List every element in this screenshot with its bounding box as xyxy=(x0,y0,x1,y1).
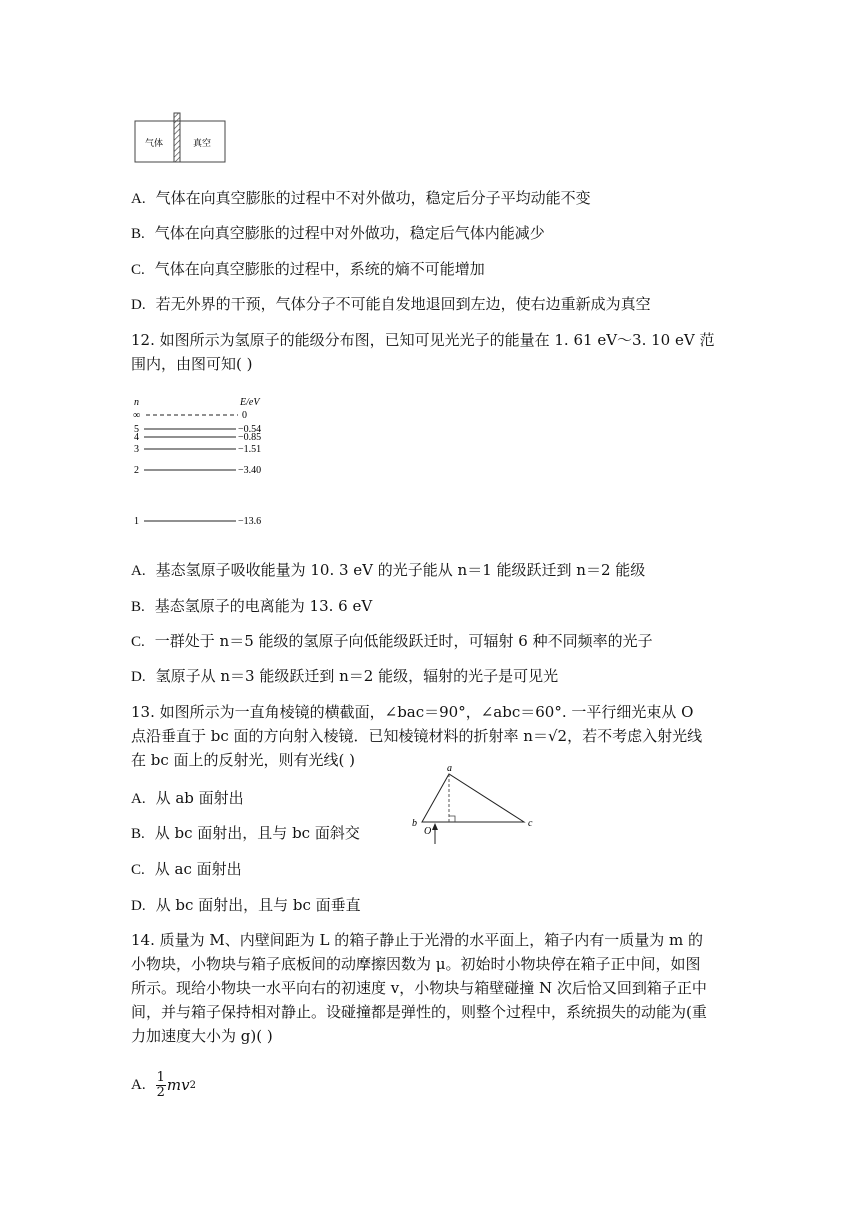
q12-option-d: D. 氢原子从 n＝3 能级跃迁到 n＝2 能级，辐射的光子是可见光 xyxy=(131,667,559,685)
right-angle-mark xyxy=(449,816,455,822)
q14-stem-line4: 间，并与箱子保持相对静止。设碰撞都是弹性的，则整个过程中，系统损失的动能为(重 xyxy=(131,1003,707,1021)
q14-stem-line5: 力加速度大小为 g)( ) xyxy=(131,1027,273,1045)
q11-option-b: B. 气体在向真空膨胀的过程中对外做功，稳定后气体内能减少 xyxy=(131,224,545,242)
level-n-5: 5 xyxy=(134,424,139,435)
q11-option-c: C. 气体在向真空膨胀的过程中，系统的熵不可能增加 xyxy=(131,260,485,278)
vacuum-label: 真空 xyxy=(192,139,212,149)
q11-option-a: A. 气体在向真空膨胀的过程中不对外做功，稳定后分子平均动能不变 xyxy=(131,189,591,207)
q12-option-a: A. 基态氢原子吸收能量为 10. 3 eV 的光子能从 n＝1 能级跃迁到 n＝2 能级 xyxy=(131,561,646,579)
gas-label: 气体 xyxy=(144,139,164,149)
q14-option-a: A. $\frac{1}{2}$ mv 2 xyxy=(131,1069,196,1100)
q14-stem-line3: 所示。现给小物块一水平向右的初速度 v，小物块与箱壁碰撞 N 次后恰又回到箱子正中 xyxy=(131,979,707,997)
gas-vacuum-figure xyxy=(134,112,228,164)
level-n-3: 3 xyxy=(134,444,139,455)
level-e-1: −13.6 xyxy=(238,516,262,527)
q13-stem-line2: 点沿垂直于 bc 面的方向射入棱镜．已知棱镜材料的折射率 n＝√2，若不考虑入射光线 xyxy=(131,727,703,745)
q13-option-d: D. 从 bc 面射出，且与 bc 面垂直 xyxy=(131,896,361,914)
level-e-inf: 0 xyxy=(242,410,247,421)
energy-level-diagram xyxy=(130,393,280,533)
q12-option-c: C. 一群处于 n＝5 能级的氢原子向低能级跃迁时，可辐射 6 种不同频率的光子 xyxy=(131,632,653,650)
q13-option-b: B. 从 bc 面射出，且与 bc 面斜交 xyxy=(131,824,360,842)
vertex-a-label: a xyxy=(447,763,452,774)
vertex-b-label: b xyxy=(412,818,417,829)
level-n-inf: ∞ xyxy=(133,410,141,421)
prism-triangle xyxy=(422,774,524,822)
fraction-denominator: 2 xyxy=(156,1084,165,1100)
q12-option-b: B. 基态氢原子的电离能为 13. 6 eV xyxy=(131,597,373,615)
fraction xyxy=(156,1071,166,1100)
gas-vacuum-diagram xyxy=(134,112,228,164)
q12-stem-line2: 围内，由图可知( ) xyxy=(131,355,253,373)
q13-option-a: A. 从 ab 面射出 xyxy=(131,789,244,807)
ray-arrowhead xyxy=(432,823,438,830)
energy-level-figure xyxy=(130,393,280,533)
q13-stem-line1: 13. 如图所示为一直角棱镜的横截面，∠bac＝90°，∠abc＝60°. 一平行细光束从 O xyxy=(131,703,694,721)
level-n-1: 1 xyxy=(134,516,139,527)
q13-option-c: C. 从 ac 面射出 xyxy=(131,860,242,878)
prism-figure xyxy=(408,762,548,847)
exponent: 2 xyxy=(189,1079,196,1091)
point-o-label: O xyxy=(424,826,432,837)
q11-option-d: D. 若无外界的干预，气体分子不可能自发地退回到左边，使右边重新成为真空 xyxy=(131,295,651,313)
expression-mv: mv xyxy=(166,1076,190,1094)
vertex-c-label: c xyxy=(528,818,533,829)
q14-stem-line1: 14. 质量为 M、内壁间距为 L 的箱子静止于光滑的水平面上，箱子内有一质量为 m 的 xyxy=(131,931,704,949)
level-e-2: −3.40 xyxy=(238,465,262,476)
q12-stem-line1: 12. 如图所示为氢原子的能级分布图，已知可见光光子的能量在 1. 61 eV～3. 10 eV 范 xyxy=(131,331,715,349)
prism-diagram xyxy=(408,762,548,847)
level-n-2: 2 xyxy=(134,465,139,476)
e-header: E/eV xyxy=(240,397,260,408)
n-header: n xyxy=(134,397,139,408)
level-n-4: 4 xyxy=(134,432,139,443)
level-e-5: −0.54 xyxy=(238,424,262,435)
fraction-numerator: 1 xyxy=(156,1069,165,1085)
q13-stem-line3: 在 bc 面上的反射光，则有光线( ) xyxy=(131,751,356,769)
level-e-4: −0.85 xyxy=(238,432,262,443)
q14-stem-line2: 小物块，小物块与箱子底板间的动摩擦因数为 μ。初始时小物块停在箱子正中间，如图 xyxy=(131,955,701,973)
level-e-3: −1.51 xyxy=(238,444,262,455)
